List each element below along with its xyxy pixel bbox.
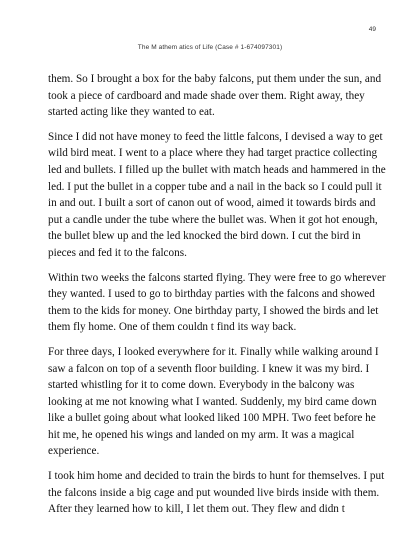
paragraph: I took him home and decided to train the birds to hunt for themselves. I put the falcons inside a big cage and put wounded live birds inside with them. After they learned how to kill, I let them out. They flew and didn t <box>48 470 385 516</box>
paragraph: Within two weeks the falcons started flying. They were free to go wherever they wanted. I used to go to birthday parties with the falcons and showed them to the kids for money. One birthday party, I showed the birds and let them fly home. One of them couldn t find its way back. <box>48 271 386 334</box>
running-header: The M athem atics of Life (Case # 1-674097301) <box>137 44 283 51</box>
body-text <box>48 71 386 526</box>
paragraph: Since I did not have money to feed the little falcons, I devised a way to get wild bird meat. I went to a place where they had target practice collecting led and bullets. I filled up the bullet with match heads and hammered in the led. I put the bullet in a copper tube and a nail in the back so I could pull it in and out. I built a sort of canon out of wood, aimed it towards birds and put a candle under the tube where the bullet was. When it got hot enough, the bullet blew up and the led knocked the bird down. I cut the bird in pieces and fed it to the falcons. <box>48 130 386 259</box>
paragraph: For three days, I looked everywhere for it. Finally while walking around I saw a falcon on top of a seventh floor building. I knew it was my bird. I started whistling for it to come down. Everybody in the balcony was looking at me not knowing what I wanted. Suddenly, my bird came down like a bullet going about what looked liked 100 MPH. Two feet before he hit me, he opened his wings and landed on my arm. It was a magical experience. <box>48 345 379 458</box>
paragraph: them. So I brought a box for the baby falcons, put them under the sun, and took a piece of cardboard and made shade over them. Right away, they started acting like they wanted to eat. <box>48 73 382 119</box>
page-number: 49 <box>368 26 376 33</box>
